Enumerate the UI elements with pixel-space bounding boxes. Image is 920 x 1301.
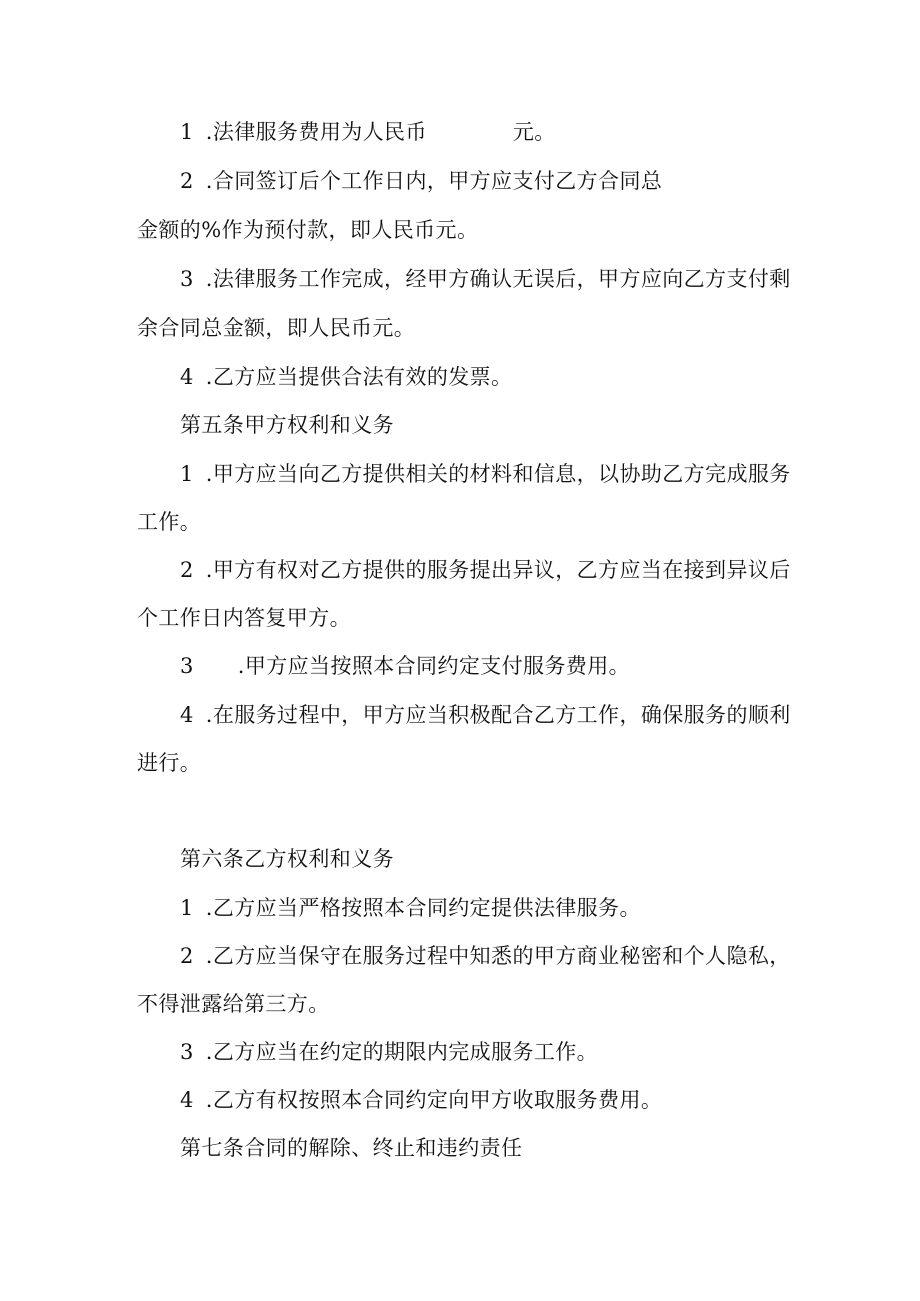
section-title: 第五条甲方权利和义务 [180, 413, 394, 437]
party-b-item-2 [180, 942, 791, 970]
item-text: 进行。 [137, 751, 202, 775]
prepayment-line [180, 167, 662, 195]
item-text: .甲方应当按照本合同约定支付服务费用。 [237, 654, 631, 678]
item-number: 1 [180, 120, 194, 144]
item-number: 2 [180, 169, 194, 193]
invoice-line [180, 363, 512, 391]
item-text: .在服务过程中，甲方应当积极配合乙方工作，确保服务的顺利 [205, 703, 791, 727]
section-heading-5 [180, 411, 394, 439]
party-b-item-1 [180, 894, 641, 922]
item-number: 4 [180, 1088, 194, 1112]
item-number: 1 [180, 462, 194, 486]
item-text: .乙方应当严格按照本合同约定提供法律服务。 [205, 896, 641, 920]
item-text: .乙方应当保守在服务过程中知悉的甲方商业秘密和个人隐私， [205, 944, 791, 968]
item-number: 3 [180, 654, 194, 678]
item-number: 3 [180, 1040, 194, 1064]
item-number: 3 [180, 267, 194, 291]
party-a-item-1 [180, 460, 791, 488]
item-number: 4 [180, 365, 194, 389]
party-a-item-4 [180, 701, 791, 729]
party-a-item-2-cont [137, 604, 351, 632]
prepayment-line-cont [137, 216, 478, 244]
item-text: .法律服务费用为人民币 [205, 120, 427, 144]
item-text: 余合同总金额，即人民币元。 [137, 316, 416, 340]
party-a-item-3 [180, 652, 630, 680]
item-text: .甲方应当向乙方提供相关的材料和信息，以协助乙方完成服务 [205, 462, 791, 486]
fee-amount-line [180, 118, 556, 146]
item-text: 工作。 [137, 510, 202, 534]
item-text: .乙方应当在约定的期限内完成服务工作。 [205, 1040, 599, 1064]
final-payment-line-cont [137, 314, 415, 342]
party-b-item-3 [180, 1038, 598, 1066]
final-payment-line [180, 265, 791, 293]
section-title: 第七条合同的解除、终止和违约责任 [180, 1136, 523, 1160]
item-text: 不得泄露给第三方。 [137, 992, 330, 1016]
item-number: 2 [180, 558, 194, 582]
item-number: 1 [180, 896, 194, 920]
item-text: .乙方有权按照本合同约定向甲方收取服务费用。 [205, 1088, 663, 1112]
section-heading-7 [180, 1134, 522, 1162]
party-b-item-2-cont [137, 990, 330, 1018]
item-text-tail: 元。 [512, 120, 556, 144]
party-a-item-2 [180, 556, 791, 584]
item-number: 2 [180, 944, 194, 968]
party-a-item-4-cont [137, 749, 201, 777]
item-number: 4 [180, 703, 194, 727]
item-text: 金额的%作为预付款，即人民币元。 [137, 218, 479, 242]
item-text: .甲方有权对乙方提供的服务提出异议，乙方应当在接到异议后 [205, 558, 791, 582]
item-text: .法律服务工作完成，经甲方确认无误后，甲方应向乙方支付剩 [205, 267, 791, 291]
party-a-item-1-cont [137, 508, 201, 536]
section-heading-6 [180, 845, 394, 873]
item-text: 个工作日内答复甲方。 [137, 606, 351, 630]
party-b-item-4 [180, 1086, 662, 1114]
item-text: .乙方应当提供合法有效的发票。 [205, 365, 513, 389]
section-title: 第六条乙方权利和义务 [180, 847, 394, 871]
item-text: .合同签订后个工作日内，甲方应支付乙方合同总 [205, 169, 663, 193]
